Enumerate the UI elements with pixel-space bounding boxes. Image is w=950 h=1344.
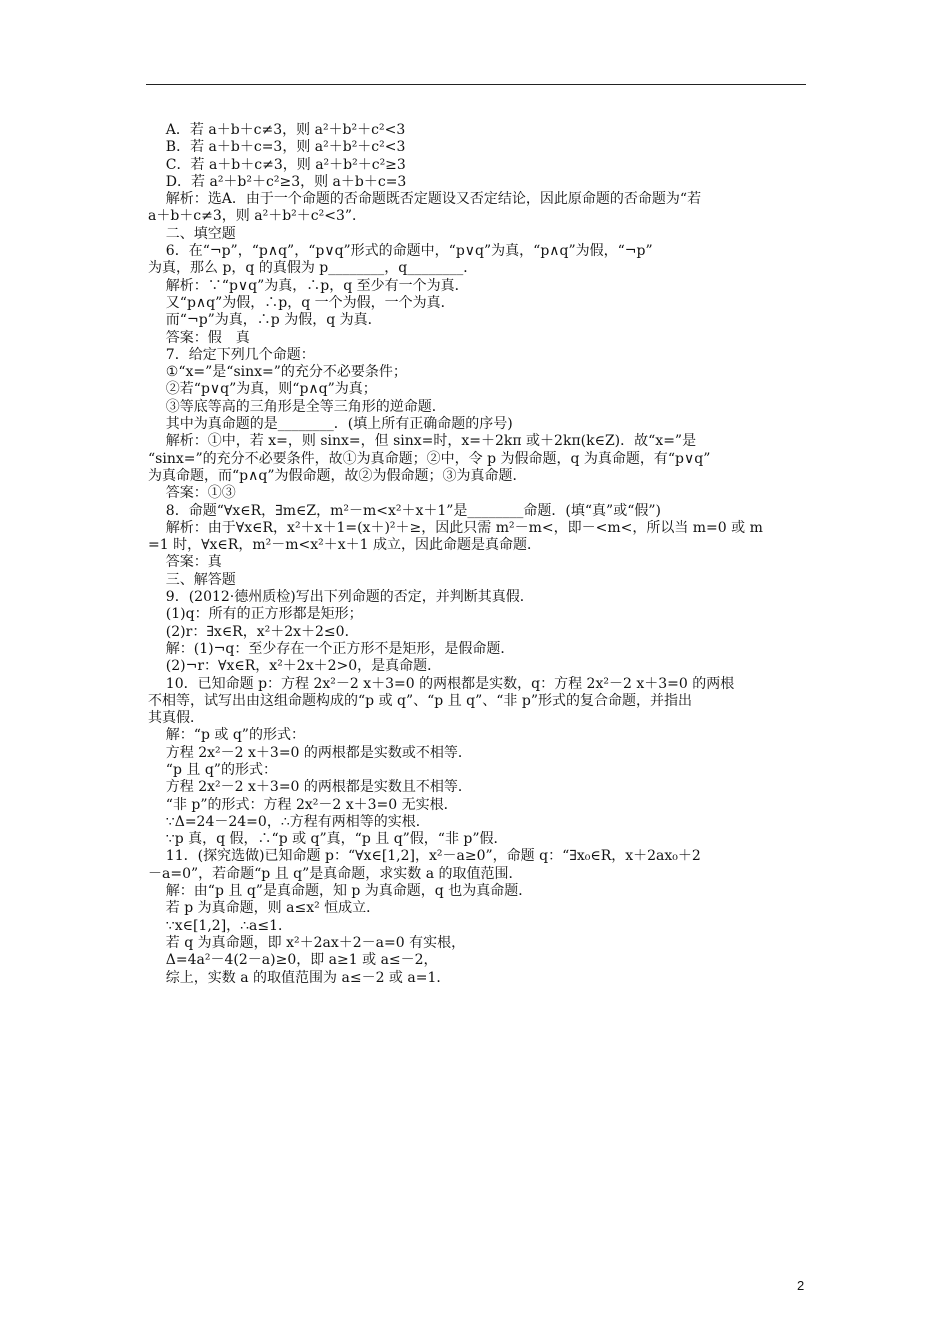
document-body <box>148 122 808 987</box>
section-heading: 三、解答题 <box>148 571 236 588</box>
page-number: 2 <box>797 1278 805 1293</box>
text-line: Δ=4a²－4(2－a)≥0，即 a≥1 或 a≤－2， <box>148 952 438 969</box>
text-line: 解：“p 或 q”的形式： <box>148 727 305 744</box>
text-line: 而“¬p”为真，∴p 为假，q 为真． <box>148 312 382 329</box>
text-line: “p 且 q”的形式： <box>148 761 277 778</box>
text-line: C．若 a＋b＋c≠3，则 a²＋b²＋c²≥3 <box>148 156 406 173</box>
text-line: 解析：①中，若 x=，则 sinx=，但 sinx=时，x=＋2kπ 或＋2kπ(k∈Z)．故“x=”是 <box>148 433 697 450</box>
text-line: 解：(1)¬q：至少存在一个正方形不是矩形，是假命题． <box>148 640 515 657</box>
text-line: (2)r：∃x∈R，x²＋2x＋2≤0． <box>148 623 359 640</box>
text-line: －a=0”，若命题“p 且 q”是真命题，求实数 a 的取值范围． <box>148 865 523 882</box>
text-line: D．若 a²＋b²＋c²≥3，则 a＋b＋c=3 <box>148 173 407 190</box>
text-line: (2)¬r：∀x∈R，x²＋2x＋2>0，是真命题． <box>148 658 442 675</box>
text-line: A．若 a＋b＋c≠3，则 a²＋b²＋c²<3 <box>148 122 406 138</box>
text-line: 为真命题，而“p∧q”为假命题，故②为假命题；③为真命题． <box>148 467 527 484</box>
text-line: 9．(2012·德州质检)写出下列命题的否定，并判断其真假． <box>148 589 534 606</box>
section-heading: 二、填空题 <box>148 225 236 242</box>
answer-line: 答案：假 真 <box>148 329 250 346</box>
text-line: “非 p”的形式：方程 2x²－2 x＋3=0 无实根． <box>148 796 458 813</box>
text-line: ∵Δ=24－24=0，∴方程有两相等的实根． <box>148 813 430 830</box>
text-line: 其真假． <box>148 710 204 727</box>
text-line: (1)q：所有的正方形都是矩形； <box>148 606 363 623</box>
answer-line: 答案：①③ <box>148 485 236 502</box>
text-line: 又“p∧q”为假，∴p，q 一个为假，一个为真． <box>148 294 455 311</box>
text-line: 解析：由于∀x∈R，x²＋x＋1=(x＋)²＋≥，因此只需 m²－m<，即－<m<，所以当 m=0 或 m <box>148 519 763 536</box>
text-line: 若 q 为真命题，即 x²＋2ax＋2－a=0 有实根， <box>148 934 466 951</box>
text-line: ∵p 真，q 假，∴“p 或 q”真，“p 且 q”假，“非 p”假． <box>148 831 508 848</box>
answer-line: 答案：真 <box>148 554 222 571</box>
text-line: “sinx=”的充分不必要条件，故①为真命题；②中，令 p 为假命题，q 为真命题，有“p∨q” <box>148 450 711 467</box>
text-line: 10．已知命题 p：方程 2x²－2 x＋3=0 的两根都是实数，q：方程 2x²－2 x＋3=0 的两根 <box>148 675 735 692</box>
text-line: 6．在“¬p”，“p∧q”，“p∨q”形式的命题中，“p∨q”为真，“p∧q”为假，“¬p” <box>148 243 653 260</box>
header-rule <box>146 84 806 85</box>
text-line: 解析：选A．由于一个命题的否命题既否定题设又否定结论，因此原命题的否命题为“若 <box>148 191 702 208</box>
text-line: 方程 2x²－2 x＋3=0 的两根都是实数且不相等． <box>148 779 472 796</box>
text-line: a＋b＋c≠3，则 a²＋b²＋c²<3”． <box>148 208 367 225</box>
text-line: 不相等，试写出由这组命题构成的“p 或 q”、“p 且 q”、“非 p”形式的复合命题，并指出 <box>148 692 693 709</box>
text-line: 其中为真命题的是________．(填上所有正确命题的序号) <box>148 416 513 433</box>
text-line: 方程 2x²－2 x＋3=0 的两根都是实数或不相等． <box>148 744 472 761</box>
text-line: 解：由“p 且 q”是真命题，知 p 为真命题，q 也为真命题． <box>148 883 533 900</box>
text-line: ∵x∈[1,2]，∴a≤1． <box>148 917 293 934</box>
text-line: 11．(探究选做)已知命题 p：“∀x∈[1,2]，x²－a≥0”，命题 q：“∃x₀∈R，x＋2ax₀＋2 <box>148 848 701 865</box>
text-line: 解析：∵“p∨q”为真，∴p，q 至少有一个为真． <box>148 277 469 294</box>
text-line: 若 p 为真命题，则 a≤x² 恒成立． <box>148 900 381 917</box>
text-line: =1 时，∀x∈R，m²－m<x²＋x＋1 成立，因此命题是真命题． <box>148 537 541 554</box>
text-line: 8．命题“∀x∈R，∃m∈Z，m²－m<x²＋x＋1”是________命题．(填“真”或“假”) <box>148 502 661 519</box>
text-line: 综上，实数 a 的取值范围为 a≤－2 或 a=1． <box>148 969 451 986</box>
text-line: ②若“p∨q”为真，则“p∧q”为真； <box>148 381 377 398</box>
text-line: B．若 a＋b＋c=3，则 a²＋b²＋c²<3 <box>148 139 406 156</box>
text-line: ①“x=”是“sinx=”的充分不必要条件； <box>148 364 407 381</box>
text-line: 7．给定下列几个命题： <box>148 346 315 363</box>
text-line: 为真，那么 p，q 的真假为 p________，q________． <box>148 260 478 277</box>
text-line: ③等底等高的三角形是全等三角形的逆命题． <box>148 398 446 415</box>
